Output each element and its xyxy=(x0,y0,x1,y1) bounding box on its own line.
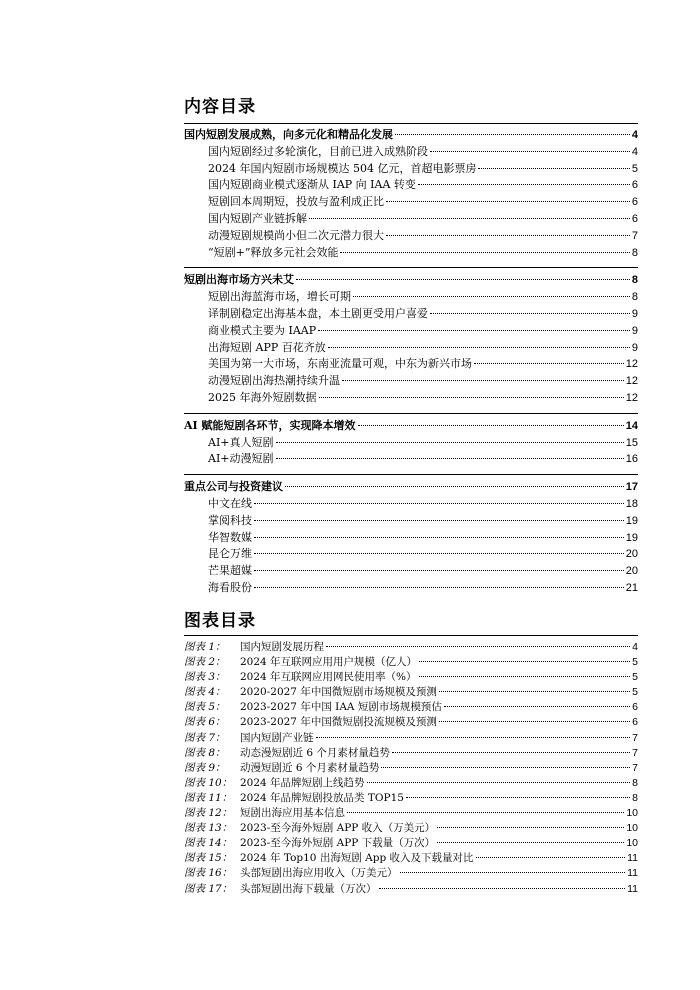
figure-page-number: 10 xyxy=(626,822,638,835)
leader-dots xyxy=(342,380,624,381)
figure-title: 2024 年品牌短剧投放品类 TOP15 xyxy=(240,791,404,804)
figure-title: 2020-2027 年中国微短剧市场规模及预测 xyxy=(240,686,437,699)
leader-dots xyxy=(437,827,624,828)
toc-item[interactable] xyxy=(184,323,638,340)
leader-dots xyxy=(439,691,630,692)
figures-list xyxy=(184,640,638,897)
toc-page-number: 21 xyxy=(625,581,638,594)
leader-dots xyxy=(392,752,630,753)
leader-dots xyxy=(254,553,624,554)
figure-page-number: 11 xyxy=(627,867,638,880)
toc-page-number: 19 xyxy=(625,514,638,527)
figure-page-number: 6 xyxy=(632,701,638,714)
toc-item-text: 国内短剧商业模式逐渐从 IAP 向 IAA 转变 xyxy=(208,178,416,192)
figure-entry[interactable] xyxy=(184,700,638,715)
toc-item-text: 短剧出海蓝海市场，增长可期 xyxy=(208,290,351,304)
toc-item[interactable] xyxy=(184,373,638,390)
toc-item-text: 国内短剧经过多轮演化，目前已进入成熟阶段 xyxy=(208,144,428,158)
leader-dots xyxy=(430,313,630,314)
leader-dots xyxy=(406,797,630,798)
toc-page-number: 12 xyxy=(625,358,638,371)
toc-page-number: 16 xyxy=(625,453,638,466)
figure-entry[interactable] xyxy=(184,791,638,806)
toc-title-rule xyxy=(184,123,638,124)
figure-title: 2024 年互联网应用网民使用率（%） xyxy=(240,671,417,684)
leader-dots xyxy=(474,363,624,364)
group-divider xyxy=(184,468,638,475)
figures-title: 图表目录 xyxy=(184,611,256,631)
toc-page-number: 6 xyxy=(631,179,638,192)
figure-title: 头部短剧出海应用收入（万美元） xyxy=(240,867,398,880)
leader-dots xyxy=(353,296,630,297)
leader-dots xyxy=(437,842,624,843)
leader-dots xyxy=(254,587,624,588)
toc-item[interactable] xyxy=(184,563,638,580)
toc-page-number: 9 xyxy=(631,324,638,337)
figure-title: 2024 年互联网应用用户规模（亿人） xyxy=(240,656,418,669)
toc-item-text: 译制剧稳定出海基本盘，本土剧更受用户喜爱 xyxy=(208,306,428,320)
figure-title: 2023-2027 年中国 IAA 短剧市场规模预估 xyxy=(240,701,442,714)
leader-dots xyxy=(381,767,630,768)
group-divider xyxy=(184,261,638,268)
toc-item-text: 芒果超媒 xyxy=(208,564,252,578)
leader-dots xyxy=(418,184,630,185)
leader-dots xyxy=(439,721,630,722)
toc-item-text: 动漫短剧规模尚小但二次元潜力很大 xyxy=(208,228,384,242)
toc-item[interactable] xyxy=(184,161,638,178)
figure-title: 动态漫短剧近 6 个月素材量趋势 xyxy=(240,746,390,759)
toc-page-number: 9 xyxy=(631,307,638,320)
figure-page-number: 10 xyxy=(626,807,638,820)
toc-item-text: 国内短剧产业链拆解 xyxy=(208,211,307,225)
toc-heading-text: 重点公司与投资建议 xyxy=(184,480,283,494)
figure-entry[interactable] xyxy=(184,851,638,866)
figure-label: 图表 6： xyxy=(184,716,226,729)
leader-dots xyxy=(400,872,626,873)
figure-entry[interactable] xyxy=(184,640,638,655)
leader-dots xyxy=(340,252,629,253)
toc-page-number: 6 xyxy=(631,212,638,225)
figure-label: 图表 4： xyxy=(184,686,226,699)
figure-label: 图表 17： xyxy=(184,882,233,895)
figure-title: 2023-至今海外短剧 APP 收入（万美元） xyxy=(240,822,436,835)
figure-entry[interactable] xyxy=(184,866,638,881)
toc-item[interactable] xyxy=(184,356,638,373)
leader-dots xyxy=(430,151,630,152)
figure-page-number: 7 xyxy=(632,761,638,774)
figure-page-number: 8 xyxy=(632,791,638,804)
figure-label: 图表 10： xyxy=(184,776,233,789)
figure-page-number: 7 xyxy=(632,731,638,744)
toc-item-text: 2024 年国内短剧市场规模达 504 亿元，首超电影票房 xyxy=(208,161,477,175)
figure-entry[interactable] xyxy=(184,882,638,897)
figure-title: 头部短剧出海下载量（万次） xyxy=(240,882,377,895)
toc-item[interactable] xyxy=(184,228,638,245)
toc-item-text: 掌阅科技 xyxy=(208,513,252,527)
toc-item-text: 短剧回本周期短，投放与盈利成正比 xyxy=(208,195,384,209)
figure-title: 2024 年品牌短剧上线趋势 xyxy=(240,776,365,789)
figure-page-number: 5 xyxy=(632,671,638,684)
toc-item[interactable] xyxy=(184,144,638,161)
toc-page-number: 4 xyxy=(631,129,638,141)
toc-item[interactable] xyxy=(184,194,638,211)
toc-item-text: AI+真人短剧 xyxy=(208,435,274,449)
leader-dots xyxy=(285,486,624,487)
leader-dots xyxy=(309,218,630,219)
figure-page-number: 6 xyxy=(632,716,638,729)
toc-item-text: 商业模式主要为 IAAP xyxy=(208,323,317,337)
toc-title: 内容目录 xyxy=(184,97,256,117)
toc-page-number: 8 xyxy=(631,246,638,259)
toc-page-number: 9 xyxy=(631,341,638,354)
leader-dots xyxy=(386,201,630,202)
figure-entry[interactable] xyxy=(184,761,638,776)
figure-entry[interactable] xyxy=(184,776,638,791)
toc-heading[interactable] xyxy=(184,272,638,289)
toc-item-text: “短剧+”释放多元社会效能 xyxy=(208,245,339,259)
toc-page-number: 19 xyxy=(625,531,638,544)
toc-item-text: 中文在线 xyxy=(208,496,252,510)
figures-title-rule xyxy=(184,635,638,636)
figure-entry[interactable] xyxy=(184,806,638,821)
leader-dots xyxy=(318,330,630,331)
leader-dots xyxy=(319,397,624,398)
leader-dots xyxy=(326,646,630,647)
toc-item[interactable] xyxy=(184,289,638,306)
leader-dots xyxy=(347,812,624,813)
leader-dots xyxy=(328,347,630,348)
toc-item[interactable] xyxy=(184,530,638,547)
toc-item-text: 海看股份 xyxy=(208,580,252,594)
toc-item[interactable] xyxy=(184,211,638,228)
toc-item-text: 华智数媒 xyxy=(208,530,252,544)
toc-item-text: 动漫短剧出海热潮持续升温 xyxy=(208,374,340,388)
figure-label: 图表 8： xyxy=(184,746,226,759)
leader-dots xyxy=(296,279,630,280)
toc-page-number: 5 xyxy=(631,162,638,175)
leader-dots xyxy=(367,782,631,783)
figure-page-number: 7 xyxy=(632,746,638,759)
toc-page-number: 8 xyxy=(631,274,638,287)
leader-dots xyxy=(316,737,631,738)
figure-title: 2024 年 Top10 出海短剧 App 收入及下载量对比 xyxy=(240,852,474,865)
figure-label: 图表 9： xyxy=(184,761,226,774)
figure-entry[interactable] xyxy=(184,821,638,836)
leader-dots xyxy=(419,661,630,662)
toc-item-text: 美国为第一大市场，东南亚流量可观，中东为新兴市场 xyxy=(208,357,472,371)
leader-dots xyxy=(395,134,630,135)
toc-page-number: 18 xyxy=(625,497,638,510)
toc-item-text: 昆仑万维 xyxy=(208,547,252,561)
figure-entry[interactable] xyxy=(184,731,638,746)
figure-title: 国内短剧产业链 xyxy=(240,731,314,744)
toc-item[interactable] xyxy=(184,546,638,563)
toc-item[interactable] xyxy=(184,177,638,194)
leader-dots xyxy=(276,458,624,459)
figure-label: 图表 15： xyxy=(184,852,233,865)
leader-dots xyxy=(254,570,624,571)
leader-dots xyxy=(476,857,626,858)
figure-page-number: 4 xyxy=(632,641,638,653)
figure-label: 图表 14： xyxy=(184,837,233,850)
leader-dots xyxy=(386,235,630,236)
toc-item[interactable] xyxy=(184,451,638,468)
toc-page-number: 12 xyxy=(625,375,638,388)
toc-item[interactable] xyxy=(184,340,638,357)
figure-title: 2023-2027 年中国微短剧投流规模及预测 xyxy=(240,716,437,729)
figure-label: 图表 2： xyxy=(184,656,226,669)
figure-page-number: 11 xyxy=(627,882,638,895)
toc-item[interactable] xyxy=(184,390,638,407)
toc-heading[interactable] xyxy=(184,479,638,496)
leader-dots xyxy=(358,425,624,426)
figure-label: 图表 7： xyxy=(184,731,226,744)
toc-item-text: 出海短剧 APP 百花齐放 xyxy=(208,340,326,354)
leader-dots xyxy=(478,168,629,169)
toc-page-number: 8 xyxy=(631,291,638,304)
toc-heading-text: 短剧出海市场方兴未艾 xyxy=(184,273,294,287)
figure-page-number: 5 xyxy=(632,686,638,699)
toc-page-number: 4 xyxy=(631,145,638,158)
figure-label: 图表 5： xyxy=(184,701,226,714)
figure-page-number: 10 xyxy=(626,837,638,850)
figure-label: 图表 11： xyxy=(184,791,233,804)
figure-entry[interactable] xyxy=(184,670,638,685)
toc-page-number: 14 xyxy=(625,419,638,432)
figure-title: 短剧出海应用基本信息 xyxy=(240,807,345,820)
toc-page-number: 6 xyxy=(631,196,638,209)
figure-label: 图表 3： xyxy=(184,671,226,684)
figure-entry[interactable] xyxy=(184,655,638,670)
toc-item-text: AI+动漫短剧 xyxy=(208,452,274,466)
leader-dots xyxy=(379,888,626,889)
toc-list xyxy=(184,127,638,597)
toc-heading[interactable] xyxy=(184,418,638,435)
figure-page-number: 11 xyxy=(627,852,638,865)
figure-label: 图表 13： xyxy=(184,822,233,835)
toc-page-number: 20 xyxy=(625,548,638,561)
figure-title: 动漫短剧近 6 个月素材量趋势 xyxy=(240,761,380,774)
toc-item[interactable] xyxy=(184,580,638,597)
figure-page-number: 5 xyxy=(632,656,638,669)
figure-entry[interactable] xyxy=(184,685,638,700)
figure-label: 图表 16： xyxy=(184,867,233,880)
toc-page-number: 17 xyxy=(625,481,638,494)
toc-heading-text: AI 赋能短剧各环节，实现降本增效 xyxy=(184,418,356,432)
toc-page-number: 7 xyxy=(631,229,638,242)
toc-heading[interactable] xyxy=(184,127,638,144)
toc-item[interactable] xyxy=(184,496,638,513)
toc-heading-text: 国内短剧发展成熟，向多元化和精品化发展 xyxy=(184,128,393,141)
toc-item[interactable] xyxy=(184,435,638,452)
leader-dots xyxy=(254,503,624,504)
figure-label: 图表 12： xyxy=(184,807,233,820)
figure-title: 2023-至今海外短剧 APP 下载量（万次） xyxy=(240,837,436,850)
figure-title: 国内短剧发展历程 xyxy=(240,641,324,653)
toc-page-number: 12 xyxy=(625,391,638,404)
group-divider xyxy=(184,407,638,414)
leader-dots xyxy=(444,706,630,707)
toc-item[interactable] xyxy=(184,513,638,530)
figure-page-number: 8 xyxy=(632,776,638,789)
figure-entry[interactable] xyxy=(184,746,638,761)
leader-dots xyxy=(254,537,624,538)
toc-page-number: 20 xyxy=(625,565,638,578)
leader-dots xyxy=(419,676,631,677)
toc-page-number: 15 xyxy=(625,436,638,449)
figure-entry[interactable] xyxy=(184,836,638,851)
toc-item[interactable] xyxy=(184,245,638,262)
toc-item[interactable] xyxy=(184,306,638,323)
figure-entry[interactable] xyxy=(184,715,638,730)
toc-item-text: 2025 年海外短剧数据 xyxy=(208,390,317,404)
figure-label: 图表 1： xyxy=(184,641,226,653)
leader-dots xyxy=(254,520,624,521)
leader-dots xyxy=(276,442,624,443)
